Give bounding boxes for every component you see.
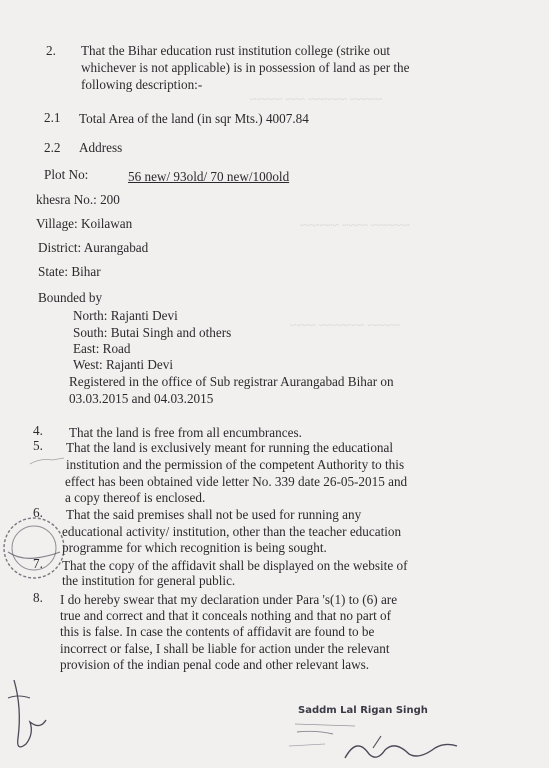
bleed-through-text: ~~~~~ ~~~~~~ ~~~ ~~~~~ <box>250 92 383 106</box>
plot-value: 56 new/ 93old/ 70 new/100old <box>128 169 290 184</box>
margin-initials-signature <box>0 668 60 768</box>
item-8-line-1: I do hereby swear that my declaration under Para 's(1) to (6) are <box>60 592 398 607</box>
state: State: Bihar <box>38 264 101 279</box>
item-5-line-2: institution and the permission of the competent Authority to this <box>66 457 405 472</box>
item-8-line-2: true and correct and that it conceals nothing and that no part of <box>60 608 392 623</box>
khesra-number: khesra No.: 200 <box>36 192 120 207</box>
item-2-line-3: following description:- <box>81 77 203 92</box>
item-6-line-3: programme for which recognition is being sought. <box>62 540 327 555</box>
bleed-through-text: ~~~~~~ ~~~~ ~~~~~~ <box>300 218 410 232</box>
item-2-number: 2. <box>46 43 56 58</box>
item-2-1-number: 2.1 <box>44 110 61 125</box>
address-label: Address <box>79 140 123 155</box>
item-5-line-3: effect has been obtained vide letter No. 339 date 26-05-2015 and <box>65 474 408 489</box>
boundary-south: South: Butai Singh and others <box>73 325 232 340</box>
boundary-east: East: Road <box>73 341 131 356</box>
circular-seal-stamp <box>0 508 80 588</box>
item-7-line-1: That the copy of the affidavit shall be displayed on the website of <box>62 558 408 573</box>
registration-line-1: Registered in the office of Sub registrar Aurangabad Bihar on <box>69 374 394 389</box>
item-2-line-2: whichever is not applicable) is in possession of land as per the <box>81 60 410 75</box>
margin-pencil-mark <box>28 452 68 468</box>
boundary-west: West: Rajanti Devi <box>73 357 174 372</box>
item-5-line-4: a copy thereof is enclosed. <box>65 490 206 505</box>
item-8-line-3: this is false. In case the contents of affidavit are found to be <box>60 624 375 639</box>
item-5-line-1: That the land is exclusively meant for running the educational <box>66 440 394 455</box>
item-4-text: That the land is free from all encumbrances. <box>69 425 302 440</box>
boundary-north: North: Rajanti Devi <box>73 308 178 323</box>
registration-line-2: 03.03.2015 and 04.03.2015 <box>69 391 214 406</box>
item-6-number: 6. <box>33 505 43 520</box>
district: District: Aurangabad <box>38 240 149 255</box>
item-6-line-2: educational activity/ institution, other than the teacher education <box>62 524 402 539</box>
village: Village: Koilawan <box>36 216 133 231</box>
item-8-number: 8. <box>33 590 43 605</box>
item-5-number: 5. <box>33 438 43 453</box>
item-7-number: 7. <box>33 556 43 571</box>
item-2-2-number: 2.2 <box>44 140 61 155</box>
item-8-line-5: provision of the indian penal code and other relevant laws. <box>60 657 370 672</box>
signature-block <box>285 696 465 768</box>
bleed-through-text: ~~~~~ ~~~~~~~ ~~~~ <box>290 318 400 332</box>
bounded-by-label: Bounded by <box>38 290 103 305</box>
total-area-text: Total Area of the land (in sqr Mts.) 4007.84 <box>79 111 309 126</box>
item-6-line-1: That the said premises shall not be used for running any <box>66 507 362 522</box>
item-4-number: 4. <box>33 423 43 438</box>
stamp-name: Saddm Lal Rigan Singh <box>298 705 428 716</box>
item-8-line-4: incorrect or false, I shall be liable for action under the relevant <box>60 641 390 656</box>
item-2-line-1: That the Bihar education rust institution college (strike out <box>81 43 391 58</box>
plot-label: Plot No: <box>44 167 89 182</box>
item-7-line-2: the institution for general public. <box>62 573 236 588</box>
